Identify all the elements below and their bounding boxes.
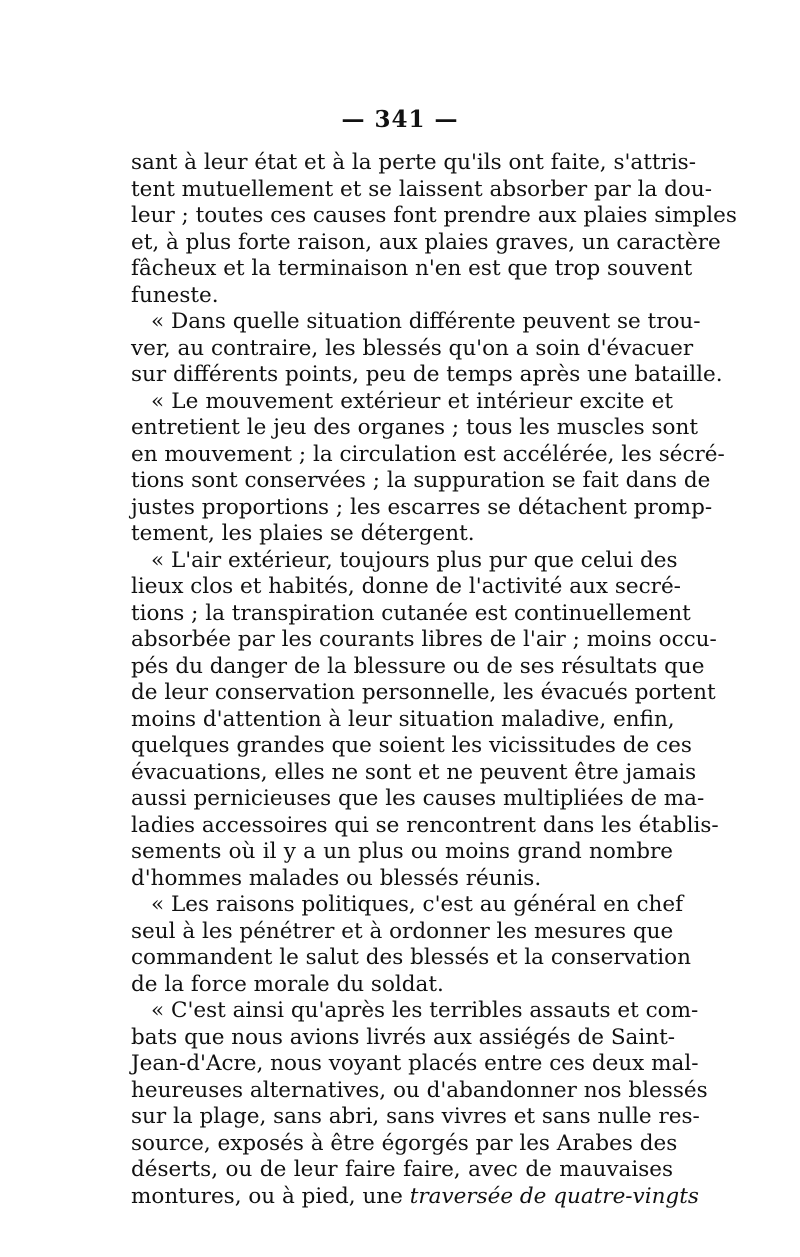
line-text: leur ; toutes ces causes font prendre aux plaies simples [131, 203, 737, 228]
text-line [131, 1104, 700, 1131]
text-line [131, 680, 716, 707]
page-number: — 341 — [341, 106, 459, 133]
text-line [131, 866, 673, 893]
line-text: seul à les pénétrer et à ordonner les mesures que [131, 918, 674, 944]
text-line [131, 1157, 673, 1184]
text-line [131, 1183, 699, 1211]
text-line [131, 335, 694, 363]
line-text: pés du danger de la blessure ou de ses résultats que [131, 653, 705, 679]
line-text: ladies accessoires qui se rencontrent dans les établis- [131, 812, 719, 838]
text-line [131, 839, 673, 866]
text-line [131, 362, 723, 389]
italic-text: traversée de quatre-vingts [409, 1183, 699, 1209]
line-text: heureuses alternatives, ou d'abandonner nos blessés [131, 1077, 708, 1103]
line-text: « C'est ainsi qu'après les terribles assauts et com- [151, 998, 699, 1023]
text-line [131, 547, 678, 575]
line-text: de leur conservation personnelle, les évacués portent [131, 680, 716, 705]
text-line [131, 892, 684, 919]
text-line [131, 309, 701, 336]
line-text: quelques grandes que soient les vicissitudes de ces [131, 733, 692, 758]
text-line [131, 759, 697, 787]
line-text: absorbée par les courants libres de l'air ; moins occu- [131, 627, 717, 652]
line-text: Jean-d'Acre, nous voyant placés entre ces deux mal- [131, 1051, 699, 1076]
text-line [131, 1051, 699, 1078]
line-text: commandent le salut des blessés et la conservation [131, 945, 691, 970]
line-text: aussi pernicieuses que les causes multipliées de ma- [131, 786, 705, 811]
line-text: fâcheux et la terminaison n'en est que trop souvent [131, 256, 693, 281]
line-text: sur différents points, peu de temps après une bataille. [131, 362, 723, 387]
text-line [131, 972, 673, 999]
line-text: tent mutuellement et se laissent absorber par la dou- [131, 176, 712, 202]
text-line [131, 733, 692, 760]
line-text: déserts, ou de leur faire faire, avec de mauvaises [131, 1157, 673, 1182]
line-text: source, exposés à être égorgés par les Arabes des [131, 1130, 678, 1156]
text-line [131, 176, 712, 204]
text-line [131, 389, 673, 416]
line-text: sant à leur état et à la perte qu'ils ont faite, s'attris- [131, 150, 696, 175]
text-line [131, 229, 721, 257]
line-text: lieux clos et habités, donne de l'activité aux secré- [131, 574, 681, 599]
text-line [131, 1077, 708, 1105]
text-line [131, 494, 713, 522]
line-text: évacuations, elles ne sont et ne peuvent être jamais [131, 759, 697, 785]
text-line [131, 521, 673, 548]
text-line [131, 600, 691, 628]
line-text: tions sont conservées ; la suppuration se fait dans de [131, 468, 711, 493]
line-text: bats que nous avions livrés aux assiégés de Saint- [131, 1024, 675, 1050]
line-text: tement, les plaies se détergent. [131, 521, 475, 546]
text-line [131, 1130, 678, 1158]
text-line [131, 468, 711, 495]
text-line [131, 945, 691, 972]
line-text: « Le mouvement extérieur et intérieur excite et [151, 388, 673, 414]
text-line [131, 415, 698, 442]
text-line [131, 653, 705, 681]
line-text: entretient le jeu des organes ; tous les muscles sont [131, 415, 698, 440]
text-line [131, 998, 699, 1025]
text-line [131, 707, 673, 734]
text-line [131, 627, 717, 654]
line-text: « L'air extérieur, toujours plus pur que celui des [151, 547, 678, 573]
line-text: en mouvement ; la circulation est accélérée, les sécré- [131, 441, 725, 467]
text-line [131, 812, 719, 840]
line-text: « Dans quelle situation différente peuvent se trou- [151, 309, 701, 334]
line-text: moins d'attention à leur situation maladive, enfin, [131, 706, 675, 732]
text-line [131, 283, 673, 310]
line-text: tions ; la transpiration cutanée est continuellement [131, 600, 691, 626]
line-text: ver, au contraire, les blessés qu'on a soin d'évacuer [131, 335, 694, 361]
line-text: funeste. [131, 282, 219, 308]
text-line [131, 1025, 673, 1052]
line-text: et, à plus forte raison, aux plaies graves, un caractère [131, 229, 721, 255]
line-text: justes proportions ; les escarres se détachent promp- [131, 494, 713, 520]
line-text: sur la plage, sans abri, sans vivres et sans nulle res- [131, 1104, 700, 1129]
line-text: de la force morale du soldat. [131, 971, 444, 997]
line-text: d'hommes malades ou blessés réunis. [131, 865, 542, 891]
text-line [131, 919, 673, 946]
line-text: sements où il y a un plus ou moins grand nombre [131, 839, 673, 864]
text-line [131, 574, 681, 601]
text-line [131, 441, 725, 469]
text-line [131, 203, 737, 230]
line-text: montures, ou à pied, une [131, 1183, 410, 1209]
text-line [131, 786, 705, 813]
text-line [131, 150, 696, 177]
body-text [131, 150, 737, 1210]
line-text: « Les raisons politiques, c'est au général en chef [151, 892, 684, 917]
text-line [131, 256, 693, 283]
